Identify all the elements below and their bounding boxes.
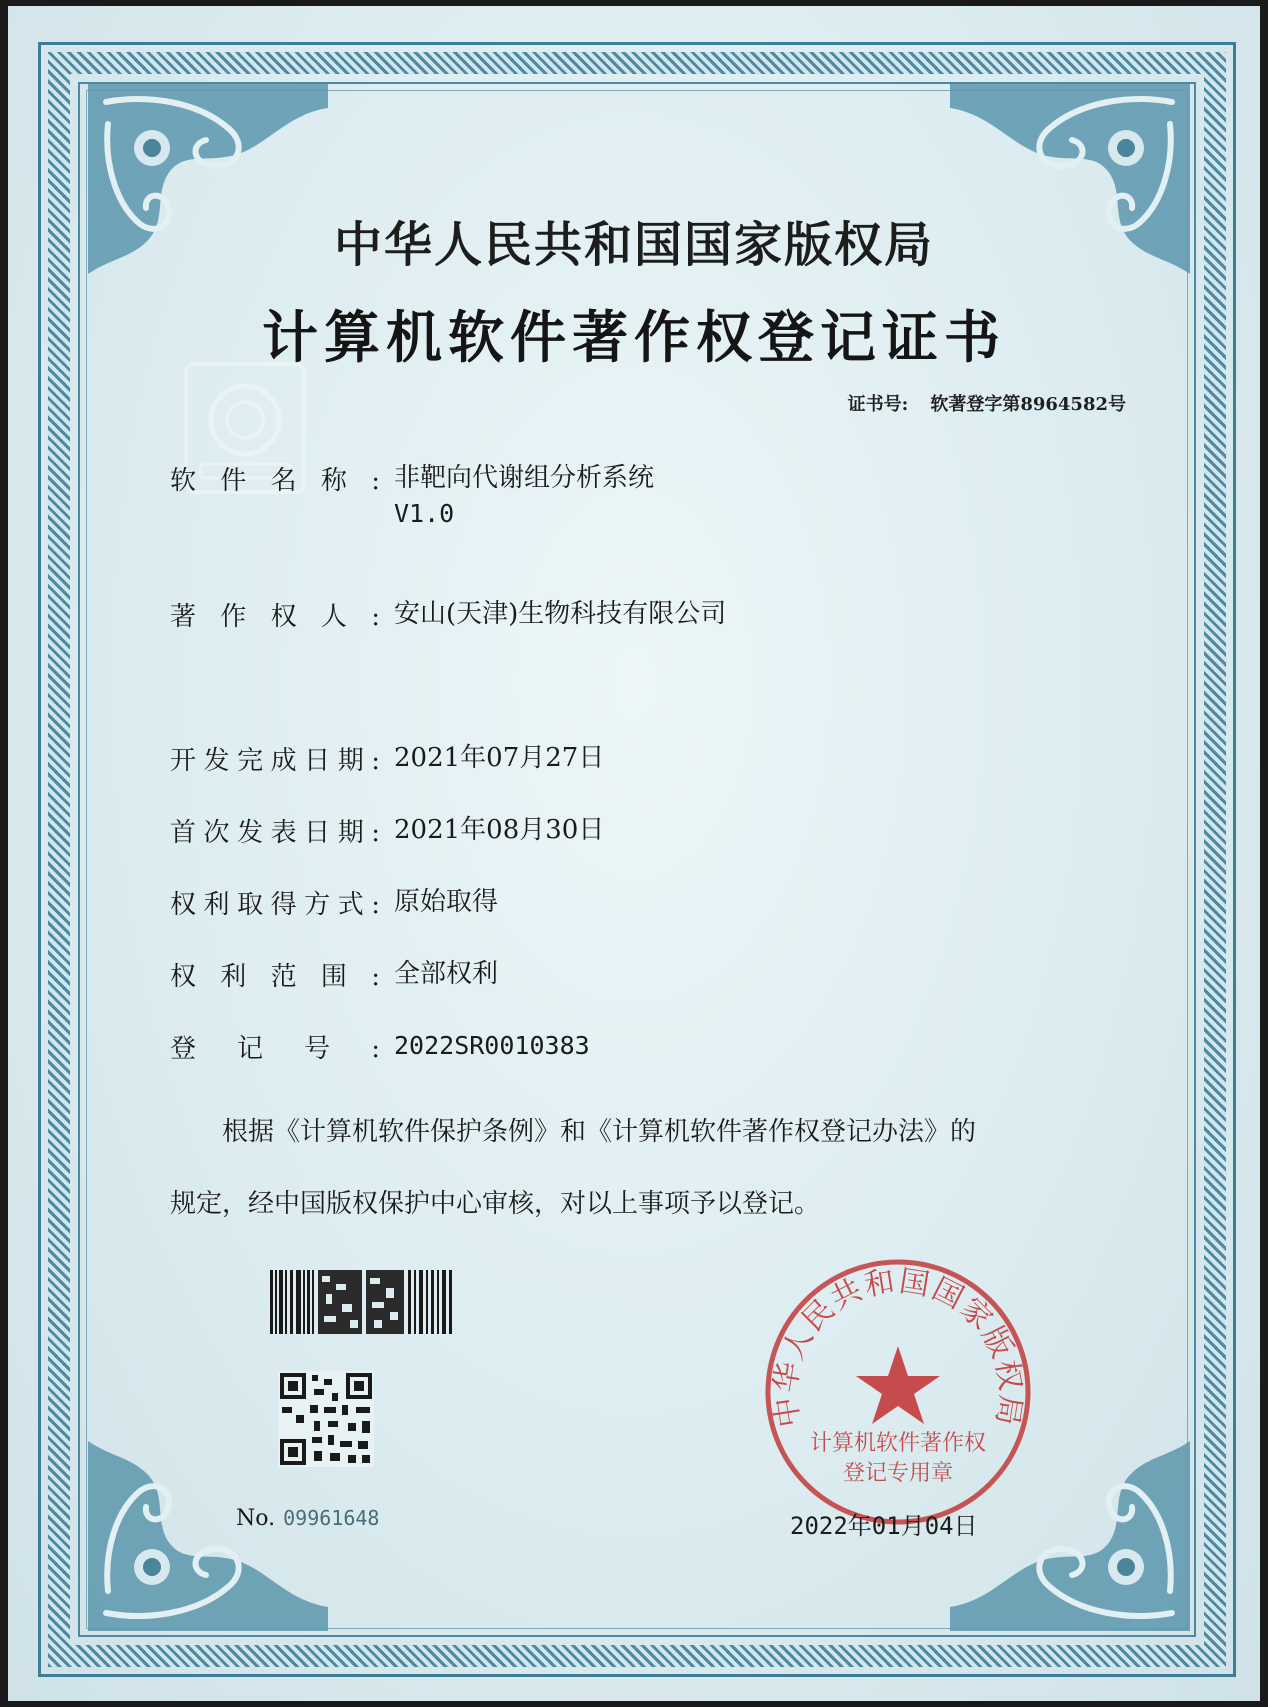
barcode-icon [270,1270,452,1334]
field-label: 权利取得方式: [170,890,380,920]
field-first-publish-date [170,812,604,849]
certificate-number [848,390,1126,416]
field-value: 安山(天津)生物科技有限公司 [394,599,727,629]
registration-statement [170,1096,1150,1240]
field-label: 登记号: [170,1034,380,1064]
field-value: 原始取得 [394,887,499,917]
field-value-version: V1.0 [394,499,455,528]
certificate-number-value: 软著登字第8964582号 [930,394,1126,415]
certificate-page [8,6,1260,1701]
field-completion-date [170,740,604,777]
seal-inner-line2: 登记专用章 [842,1461,954,1486]
field-copyright-owner [170,596,726,633]
field-registration-number [170,1028,590,1065]
ornament-corner-bottom-left [88,1441,328,1631]
field-label: 开发完成日期: [170,746,380,776]
certificate-title: 计算机软件著作权登记证书 [262,305,1006,371]
official-seal-icon [760,1254,1036,1530]
statement-line: 规定，经中国版权保护中心审核，对以上事项予以登记。 [170,1189,821,1219]
serial-number [236,1506,379,1531]
seal-inner-line1: 计算机软件著作权 [809,1431,987,1456]
field-value: 2021年08月30日 [394,815,605,845]
issuer-title: 中华人民共和国国家版权局 [333,217,934,273]
serial-prefix: No. [236,1506,276,1531]
field-value: 非靶向代谢组分析系统 [394,463,655,493]
seal-outer-text: 中华人民共和国国家版权局 [768,1263,1028,1430]
field-label: 著作权人: [170,602,380,632]
field-software-name [170,460,654,532]
issue-date: 2022年01月04日 [790,1512,978,1540]
field-label: 软件名称: [170,466,380,496]
field-value: 全部权利 [394,959,499,989]
field-value: 2022SR0010383 [394,1031,590,1060]
serial-value: 09961648 [283,1506,380,1530]
field-value: 2021年07月27日 [394,743,605,773]
qr-code-icon [278,1371,374,1467]
statement-line: 根据《计算机软件保护条例》和《计算机软件著作权登记办法》的 [222,1117,977,1147]
field-label: 权利范围: [170,962,380,992]
certificate-number-label: 证书号: [847,394,909,415]
field-acquisition-method [170,884,498,921]
field-rights-scope [170,956,498,993]
field-label: 首次发表日期: [170,818,380,848]
